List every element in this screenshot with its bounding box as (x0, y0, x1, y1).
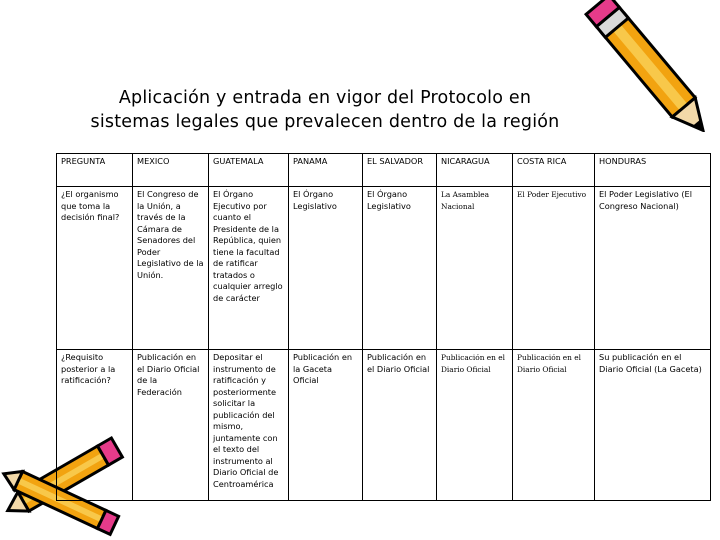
table-cell: ¿Requisito posterior a la ratificación? (57, 350, 133, 501)
header-cell: PANAMA (289, 154, 363, 187)
table-cell: Depositar el instrumento de ratificación y posteriormente solicitar la publicación del mismo, juntamente con el texto del instrumento al Diario Oficial de Centroamérica (209, 350, 289, 501)
slide-title-line-1: Aplicación y entrada en vigor del Protocolo en (118, 88, 532, 108)
table-cell: El Órgano Legislativo (363, 187, 437, 350)
table-cell: Publicación en el Diario Oficial (513, 350, 595, 501)
header-cell: NICARAGUA (437, 154, 513, 187)
table-cell: ¿El organismo que toma la decisión final? (57, 187, 133, 350)
table-cell: El Congreso de la Unión, a través de la Cámara de Senadores del Poder Legislativo de la Unión. (133, 187, 209, 350)
table-cell: El Poder Ejecutivo (513, 187, 595, 350)
header-cell: GUATEMALA (209, 154, 289, 187)
table-cell: La Asamblea Nacional (437, 187, 513, 350)
table-cell: Publicación en el Diario Oficial (437, 350, 513, 501)
table-cell: Publicación en la Gaceta Oficial (289, 350, 363, 501)
header-cell: HONDURAS (595, 154, 711, 187)
header-cell: MEXICO (133, 154, 209, 187)
comparison-table (56, 153, 711, 501)
table-header-row (57, 154, 711, 187)
header-cell: COSTA RICA (513, 154, 595, 187)
header-cell: PREGUNTA (57, 154, 133, 187)
slide-title (60, 86, 590, 134)
table-cell: El Poder Legislativo (El Congreso Nacional) (595, 187, 711, 350)
table-cell: Publicación en el Diario Oficial (363, 350, 437, 501)
table-row (57, 187, 711, 350)
pencil-icon (578, 0, 720, 132)
table-cell: El Órgano Legislativo (289, 187, 363, 350)
table-cell: Su publicación en el Diario Oficial (La Gaceta) (595, 350, 711, 501)
table-cell: El Órgano Ejecutivo por cuanto el Presidente de la República, quien tiene la facultad de ratificar tratados o cualquier arreglo de carácter (209, 187, 289, 350)
header-cell: EL SALVADOR (363, 154, 437, 187)
table-cell: Publicación en el Diario Oficial de la Federación (133, 350, 209, 501)
slide-title-line-2: sistemas legales que prevalecen dentro de la región (90, 112, 560, 132)
table-row (57, 350, 711, 501)
